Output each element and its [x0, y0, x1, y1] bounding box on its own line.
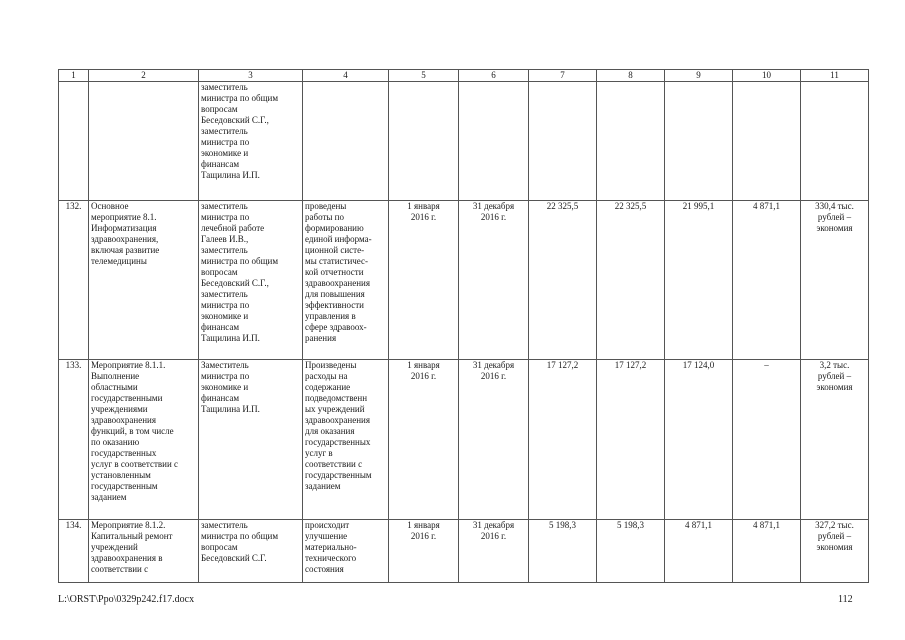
- table-row-133: [59, 360, 869, 520]
- cell-col11: 327,2 тыс. рублей – экономия: [801, 520, 869, 583]
- cell-col7: [529, 82, 597, 201]
- report-table: [58, 69, 869, 583]
- table-row-132: [59, 201, 869, 360]
- cell-start-date: 1 января 2016 г.: [389, 360, 459, 520]
- cell-col9: 21 995,1: [665, 201, 733, 360]
- table-row-continuation: [59, 82, 869, 201]
- cell-number: 134.: [59, 520, 89, 583]
- cell-result: происходит улучшение материально- технического состояния: [303, 520, 389, 583]
- table-row-134: [59, 520, 869, 583]
- cell-end-date: [459, 82, 529, 201]
- header-cell-10: 10: [733, 70, 801, 82]
- cell-start-date: [389, 82, 459, 201]
- header-cell-5: 5: [389, 70, 459, 82]
- header-cell-1: 1: [59, 70, 89, 82]
- cell-col8: 17 127,2: [597, 360, 665, 520]
- cell-col9: 17 124,0: [665, 360, 733, 520]
- footer-file-path: L:\ORST\Ppo\0329p242.f17.docx: [58, 594, 195, 605]
- cell-col7: 17 127,2: [529, 360, 597, 520]
- header-cell-6: 6: [459, 70, 529, 82]
- cell-col7: 22 325,5: [529, 201, 597, 360]
- cell-col8: 22 325,5: [597, 201, 665, 360]
- cell-activity: Мероприятие 8.1.1. Выполнение областными государственными учреждениями здравоохранения функций, в том числе по оказанию государственных услуг в соответствии с установленным государственным заданием: [89, 360, 199, 520]
- header-cell-8: 8: [597, 70, 665, 82]
- cell-end-date: 31 декабря 2016 г.: [459, 520, 529, 583]
- cell-col7: 5 198,3: [529, 520, 597, 583]
- cell-col9: [665, 82, 733, 201]
- cell-responsible: заместитель министра по общим вопросам Беседовский С.Г., заместитель министра по экономике и финансам Тащилина И.П.: [199, 82, 303, 201]
- cell-activity: Мероприятие 8.1.2. Капитальный ремонт учреждений здравоохранения в соответствии с: [89, 520, 199, 583]
- cell-start-date: 1 января 2016 г.: [389, 201, 459, 360]
- cell-number: 132.: [59, 201, 89, 360]
- cell-end-date: 31 декабря 2016 г.: [459, 201, 529, 360]
- cell-col10: –: [733, 360, 801, 520]
- cell-result: проведены работы по формированию единой информа- ционной систе- мы статистичес- кой отчетности здравоохранения для повышения эффективности управления в сфере здравоох- ранения: [303, 201, 389, 360]
- cell-activity: [89, 82, 199, 201]
- header-cell-7: 7: [529, 70, 597, 82]
- cell-end-date: 31 декабря 2016 г.: [459, 360, 529, 520]
- cell-result: [303, 82, 389, 201]
- cell-start-date: 1 января 2016 г.: [389, 520, 459, 583]
- cell-result: Произведены расходы на содержание подведомственн ых учреждений здравоохранения для оказания государственных услуг в соответствии с государственным заданием: [303, 360, 389, 520]
- cell-col10: 4 871,1: [733, 201, 801, 360]
- cell-col9: 4 871,1: [665, 520, 733, 583]
- cell-activity: Основное мероприятие 8.1. Информатизация здравоохранения, включая развитие телемедицины: [89, 201, 199, 360]
- cell-col10: [733, 82, 801, 201]
- footer-page-number: 112: [838, 594, 853, 605]
- cell-responsible: Заместитель министра по экономике и финансам Тащилина И.П.: [199, 360, 303, 520]
- cell-col11: 330,4 тыс. рублей – экономия: [801, 201, 869, 360]
- cell-number: 133.: [59, 360, 89, 520]
- header-cell-4: 4: [303, 70, 389, 82]
- header-row: [59, 70, 869, 82]
- header-cell-3: 3: [199, 70, 303, 82]
- cell-col8: 5 198,3: [597, 520, 665, 583]
- header-cell-2: 2: [89, 70, 199, 82]
- cell-col8: [597, 82, 665, 201]
- cell-number: [59, 82, 89, 201]
- cell-col11: [801, 82, 869, 201]
- header-cell-9: 9: [665, 70, 733, 82]
- cell-responsible: заместитель министра по лечебной работе Галеев И.В., заместитель министра по общим вопросам Беседовский С.Г., заместитель министра по экономике и финансам Тащилина И.П.: [199, 201, 303, 360]
- cell-col11: 3,2 тыс. рублей – экономия: [801, 360, 869, 520]
- cell-responsible: заместитель министра по общим вопросам Беседовский С.Г.: [199, 520, 303, 583]
- cell-col10: 4 871,1: [733, 520, 801, 583]
- header-cell-11: 11: [801, 70, 869, 82]
